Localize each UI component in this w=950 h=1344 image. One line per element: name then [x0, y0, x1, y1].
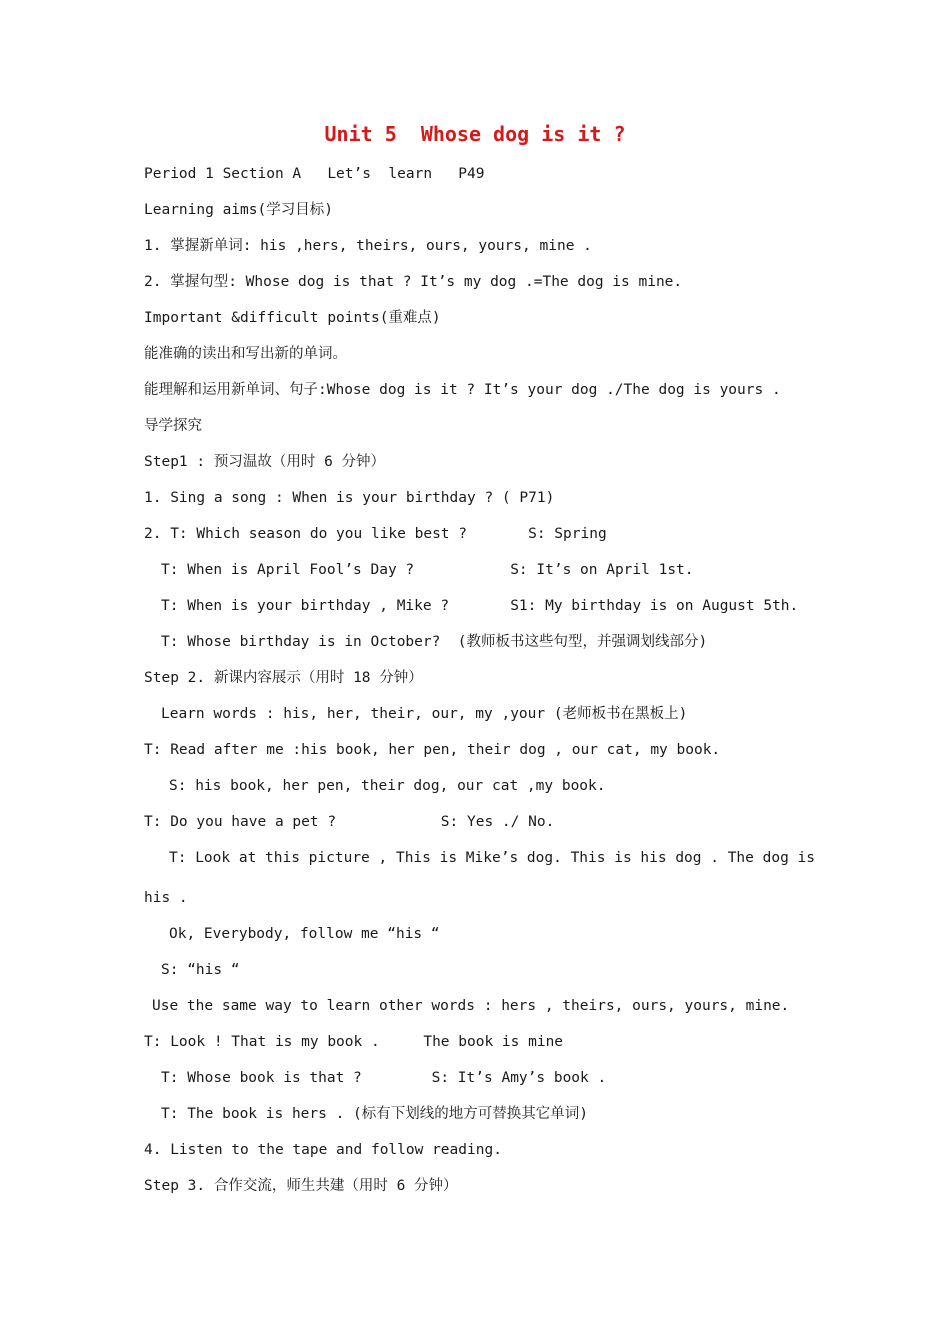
- text-line: T: The book is hers . (标有下划线的地方可替换其它单词): [161, 1106, 589, 1122]
- text-line: Learn words : his, her, their, our, my ,your (老师板书在黑板上): [161, 706, 688, 722]
- text-line: T: Whose birthday is in October? (教师板书这些句型，并强调划线部分): [161, 634, 708, 650]
- text-line: 2. T: Which season do you like best ? S: Spring: [144, 526, 607, 542]
- document-title: Unit 5 Whose dog is it ?: [324, 122, 626, 146]
- text-line: 1. Sing a song : When is your birthday ? ( P71): [144, 490, 555, 506]
- text-line: 1. 掌握新单词: his ,hers, theirs, ours, yours, mine .: [144, 238, 592, 254]
- text-line: T: When is your birthday , Mike ? S1: My birthday is on August 5th.: [161, 598, 799, 614]
- text-line: 能理解和运用新单词、句子:Whose dog is it ? It’s your dog ./The dog is yours .: [144, 382, 781, 398]
- text-line: T: Read after me :his book, her pen, their dog , our cat, my book.: [144, 742, 721, 758]
- text-line: T: Look ! That is my book . The book is mine: [144, 1034, 564, 1050]
- section-heading: 导学探究: [144, 418, 202, 434]
- text-line: T: Do you have a pet ? S: Yes ./ No.: [144, 814, 555, 830]
- text-line: 能准确的读出和写出新的单词。: [144, 346, 347, 362]
- text-line: Use the same way to learn other words : hers , theirs, ours, yours, mine.: [152, 998, 790, 1014]
- text-line: T: When is April Fool’s Day ? S: It’s on April 1st.: [161, 562, 694, 578]
- text-line: S: his book, her pen, their dog, our cat ,my book.: [169, 778, 606, 794]
- step-heading: Step 3. 合作交流，师生共建（用时 6 分钟）: [144, 1178, 458, 1194]
- text-line: 4. Listen to the tape and follow reading.: [144, 1142, 502, 1158]
- text-line: Period 1 Section A Let’s learn P49: [144, 166, 485, 182]
- text-line: his .: [144, 890, 188, 906]
- text-line: Learning aims(学习目标): [144, 202, 333, 218]
- step-heading: Step 2. 新课内容展示（用时 18 分钟）: [144, 670, 423, 686]
- step-heading: Step1 : 预习温故（用时 6 分钟）: [144, 454, 386, 470]
- text-line: T: Look at this picture , This is Mike’s dog. This is his dog . The dog is: [169, 850, 816, 866]
- text-line: Important &difficult points(重难点): [144, 310, 441, 326]
- text-line: S: “his “: [161, 962, 240, 978]
- text-line: 2. 掌握句型: Whose dog is that ? It’s my dog .=The dog is mine.: [144, 274, 683, 290]
- text-line: Ok, Everybody, follow me “his “: [169, 926, 440, 942]
- text-line: T: Whose book is that ? S: It’s Amy’s book .: [161, 1070, 607, 1086]
